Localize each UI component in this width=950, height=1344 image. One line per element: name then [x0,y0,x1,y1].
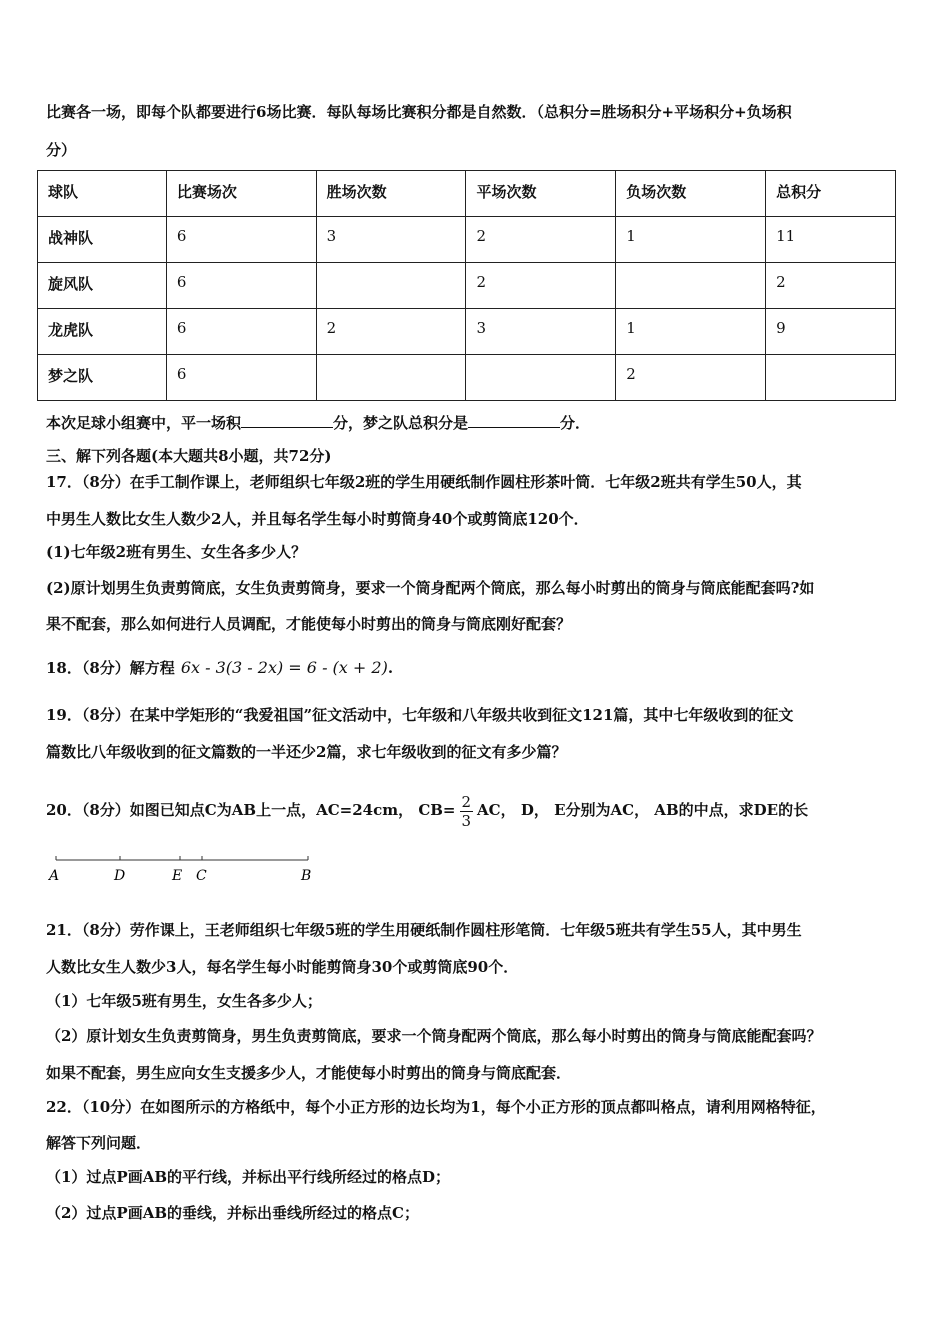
table-header-cell: 胜场次数 [316,171,466,217]
table-cell: 9 [766,309,896,355]
q17-sub-2b: 果不配套，那么如何进行人员调配，才能使每小时剪出的筒身与筒底刚好配套？ [46,615,572,633]
table-cell: 6 [166,217,316,263]
q22-line-2: 解答下列问题． [46,1134,152,1152]
table-row [38,355,896,401]
table-cell: 龙虎队 [38,309,167,355]
point-label-a: A [49,868,60,884]
q22-sub-2: （2）过点P画AB的垂线，并标出垂线所经过的格点C； [46,1204,419,1222]
q22-line-1: 22．（10分）在如图所示的方格纸中，每个小正方形的边长均为1，每个小正方形的顶点都叫格点，请利用网格特征， [46,1098,826,1116]
table-cell [316,263,466,309]
table-header-cell: 总积分 [766,171,896,217]
table-cell [316,355,466,401]
q17-line-1: 17．（8分）在手工制作课上，老师组织七年级2班的学生用硬纸制作圆柱形茶叶筒．七年级2班共有学生50人，其 [46,473,802,491]
table-header-cell: 球队 [38,171,167,217]
section-3-title: 三、解下列各题(本大题共8小题，共72分) [46,447,332,465]
q20-text-a: 20．（8分）如图已知点C为AB上一点，AC=24cm， CB= [46,801,456,819]
point-label-c: C [196,868,207,884]
table-header-row [38,171,896,217]
table-cell: 2 [466,217,616,263]
table-cell [766,355,896,401]
table-cell: 11 [766,217,896,263]
q17-line-2: 中男生人数比女生人数少2人，并且每名学生每小时剪筒身40个或剪筒底120个． [46,510,589,528]
q21-sub-1: （1）七年级5班有男生，女生各多少人； [46,992,322,1010]
intro-line-1: 比赛各一场，即每个队都要进行6场比赛．每队每场比赛积分都是自然数．（总积分=胜场积分+平场积分+负场积 [46,103,792,121]
fill-text-1: 本次足球小组赛中，平一场积 [46,414,242,432]
table-header-cell: 平场次数 [466,171,616,217]
q20-line [46,790,808,830]
fill-text-3: 分． [560,414,591,432]
fill-blank-line [46,413,590,433]
point-label-b: B [301,868,312,884]
table-cell: 2 [766,263,896,309]
q18-line [46,658,393,678]
table-header-cell: 负场次数 [616,171,766,217]
table-cell: 2 [616,355,766,401]
answer-blank-1[interactable] [241,413,333,428]
intro-line-2: 分） [46,141,77,159]
table-cell: 2 [316,309,466,355]
table-header-cell: 比赛场次 [166,171,316,217]
q18-equation: 6x - 3(3 - 2x) = 6 - (x + 2) [180,658,388,677]
table-row [38,217,896,263]
fraction-denominator: 3 [461,811,472,830]
table-cell: 1 [616,217,766,263]
score-table [37,170,896,401]
q22-sub-1: （1）过点P画AB的平行线，并标出平行线所经过的格点D； [46,1168,451,1186]
table-cell [616,263,766,309]
q19-line-2: 篇数比八年级收到的征文篇数的一半还少2篇，求七年级收到的征文有多少篇？ [46,743,567,761]
q21-line-1: 21．（8分）劳作课上，王老师组织七年级5班的学生用硬纸制作圆柱形笔筒．七年级5班共有学生55人，其中男生 [46,921,802,939]
table-row [38,263,896,309]
table-cell: 6 [166,355,316,401]
q17-sub-2a: (2)原计划男生负责剪筒底，女生负责剪筒身，要求一个筒身配两个筒底，那么每小时剪出的筒身与筒底能配套吗?如 [46,579,815,597]
q21-sub-2a: （2）原计划女生负责剪筒身，男生负责剪筒底，要求一个筒身配两个筒底，那么每小时剪出的筒身与筒底能配套吗？ [46,1027,822,1045]
table-cell: 1 [616,309,766,355]
q20-text-b: AC， D， E分别为AC， AB的中点，求DE的长 [477,801,809,819]
table-cell: 6 [166,309,316,355]
table-cell: 梦之队 [38,355,167,401]
point-label-d: D [114,868,126,884]
q18-text: 18．（8分）解方程 [46,659,175,677]
table-cell: 3 [466,309,616,355]
table-cell: 2 [466,263,616,309]
fraction-numerator: 2 [461,792,472,811]
fill-text-2: 分，梦之队总积分是 [333,414,469,432]
q18-end: . [387,659,394,677]
table-cell: 战神队 [38,217,167,263]
table-cell: 6 [166,263,316,309]
q21-sub-2b: 如果不配套，男生应向女生支援多少人，才能使每小时剪出的筒身与筒底配套． [46,1064,572,1082]
q17-sub-1: (1)七年级2班有男生、女生各多少人？ [46,543,307,561]
point-label-e: E [172,868,183,884]
answer-blank-2[interactable] [468,413,560,428]
table-row [38,309,896,355]
table-cell: 旋风队 [38,263,167,309]
q19-line-1: 19．（8分）在某中学矩形的“我爱祖国”征文活动中，七年级和八年级共收到征文121篇，其中七年级收到的征文 [46,706,794,724]
fraction-two-thirds [460,793,474,830]
table-cell [466,355,616,401]
segment-figure [44,850,324,886]
table-cell: 3 [316,217,466,263]
q21-line-2: 人数比女生人数少3人，每名学生每小时能剪筒身30个或剪筒底90个． [46,958,519,976]
